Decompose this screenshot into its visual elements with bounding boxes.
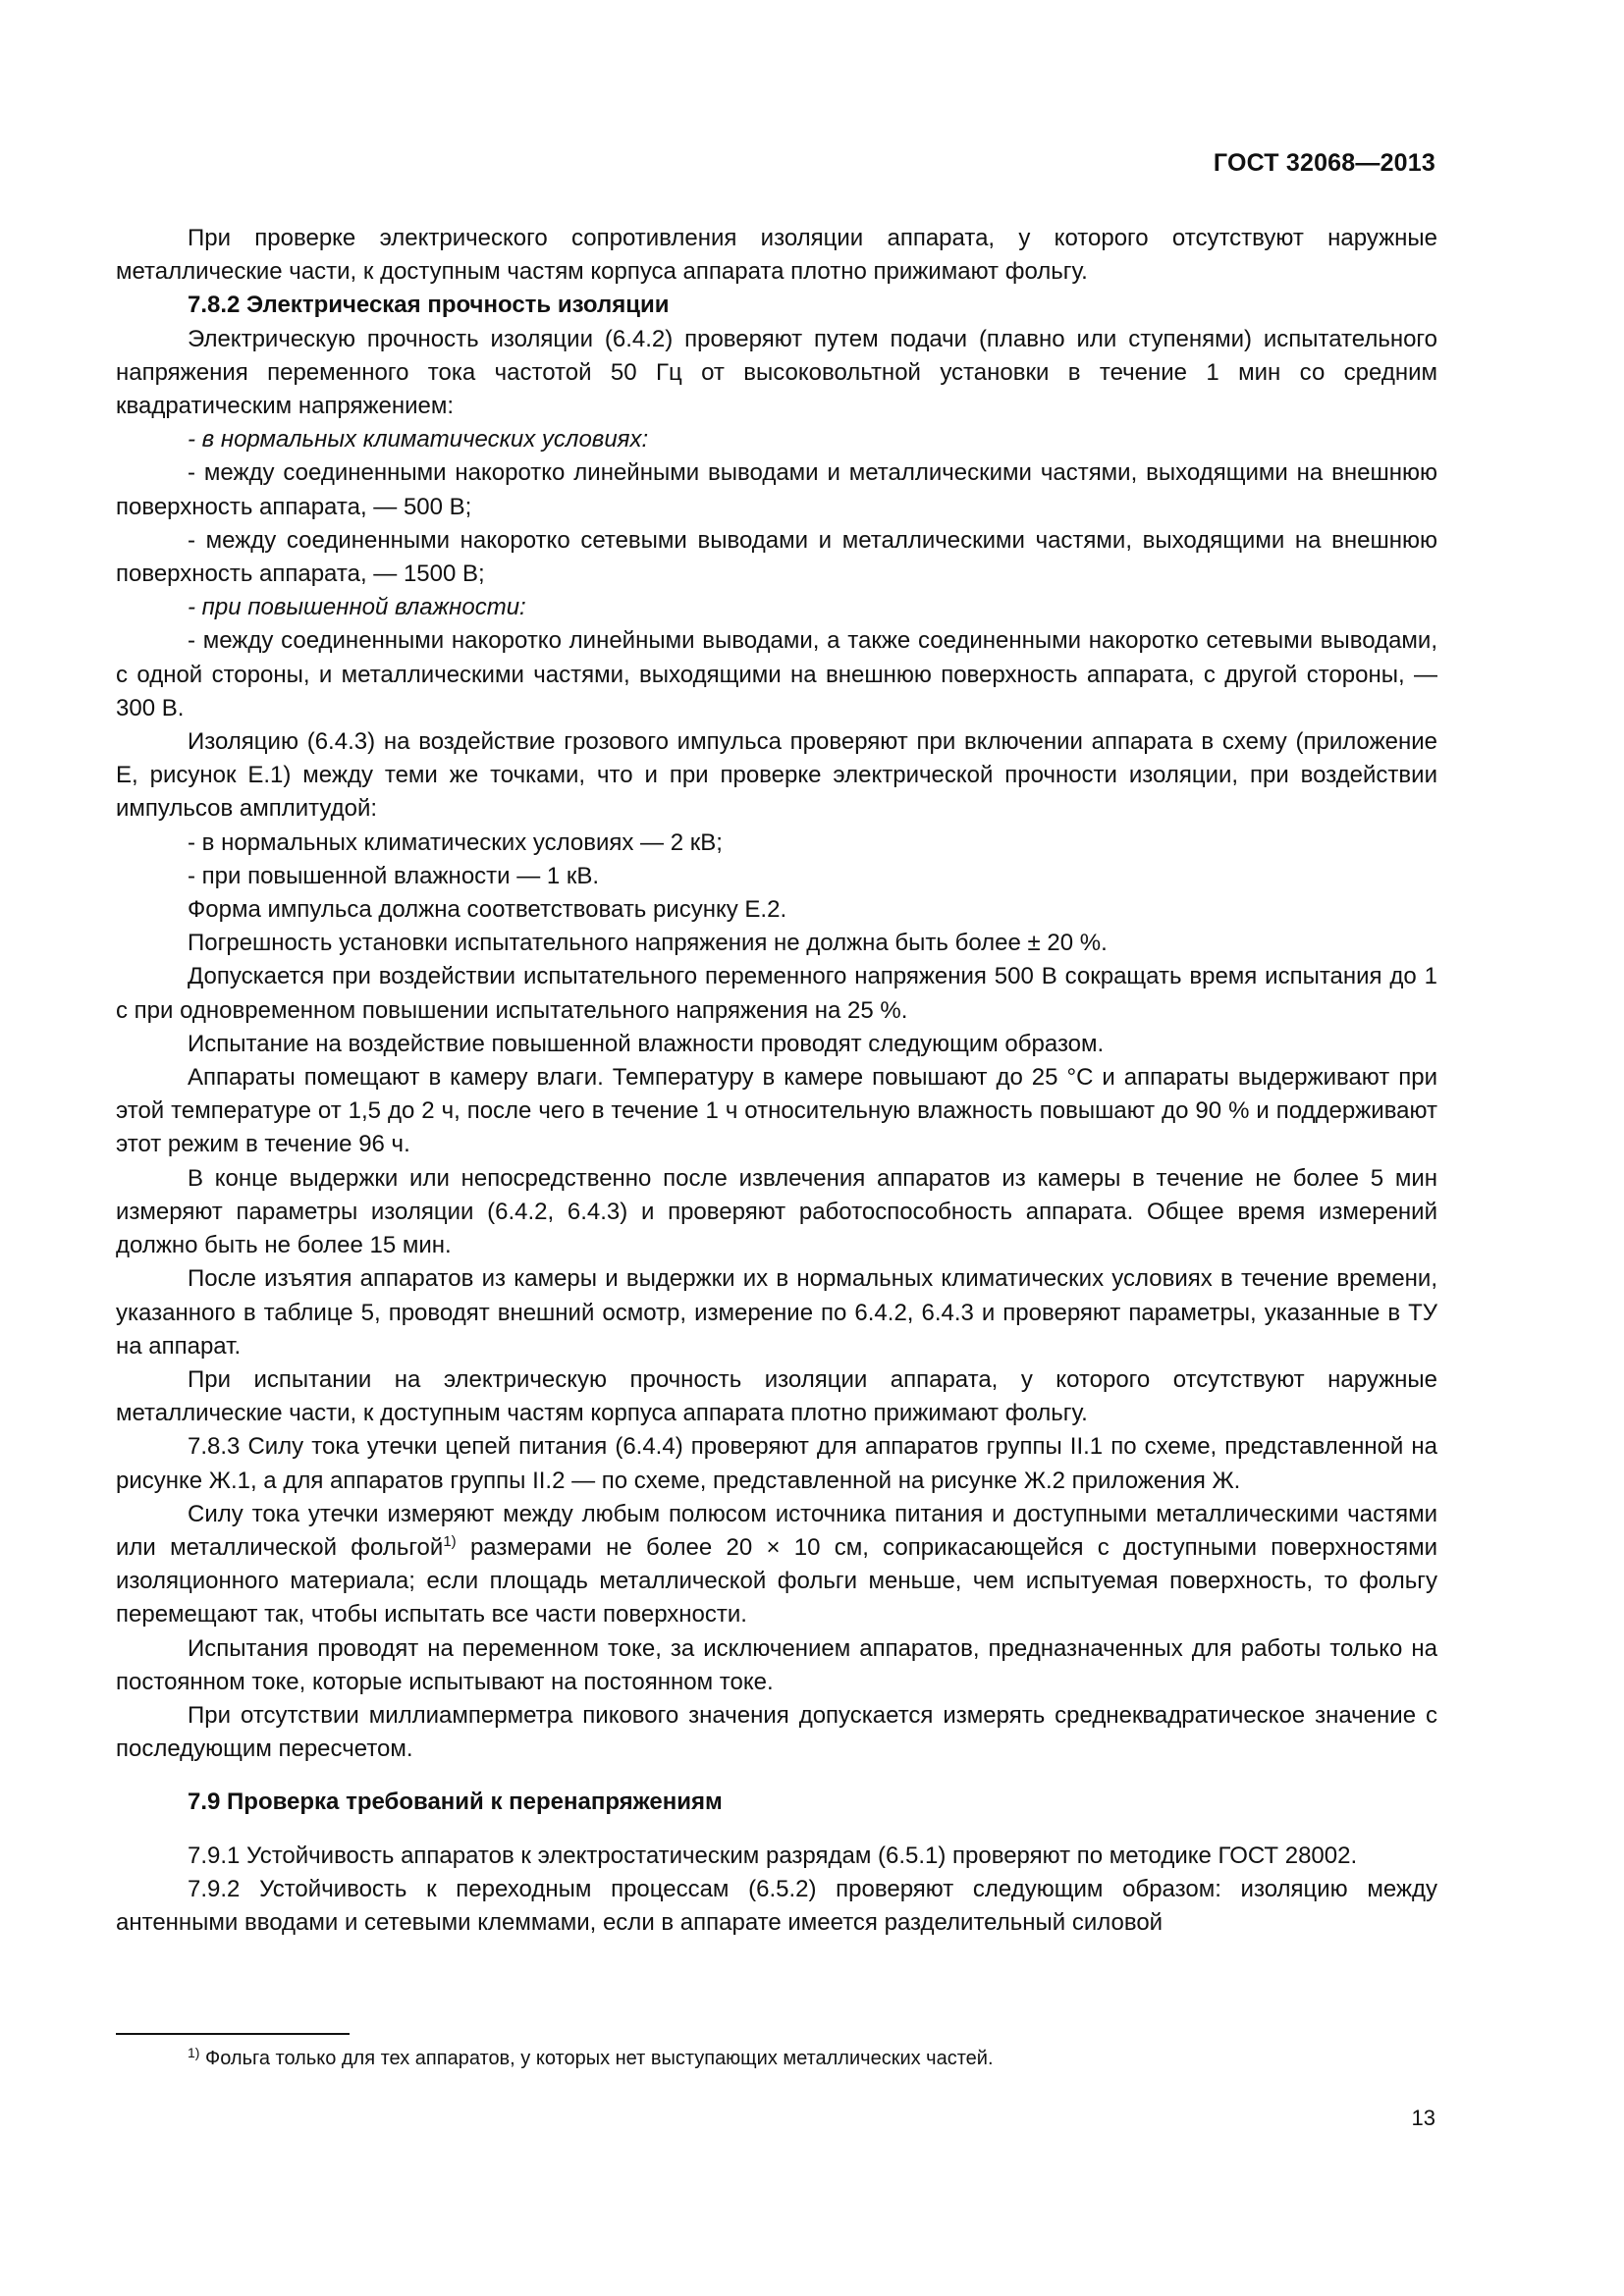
list-item: - между соединенными накоротко линейными выводами и металлическими частями, выходящими на внешнюю поверхность аппарата, — 500 В; — [116, 459, 1437, 520]
paragraph-with-footnote — [116, 1498, 1437, 1632]
footnote-divider — [116, 2033, 350, 2035]
paragraph: При отсутствии миллиамперметра пикового значения допускается измерять среднеквадратическое значение с последующим пересчетом. — [116, 1701, 1437, 1763]
list-item: - при повышенной влажности — 1 кВ. — [188, 862, 600, 889]
paragraph-text-start: Силу тока утечки измеряют между любым полюсом источника питания и доступными металлическими частями или металлической фольгой — [116, 1500, 1437, 1561]
paragraph: Испытания проводят на переменном токе, за исключением аппаратов, предназначенных для работы только на постоянном токе, которые испытывают на постоянном токе. — [116, 1634, 1437, 1695]
paragraph: При испытании на электрическую прочность изоляции аппарата, у которого отсутствуют наружные металлические части, к доступным частям корпуса аппарата плотно прижимают фольгу. — [116, 1365, 1437, 1427]
footnote-marker: 1) — [188, 2045, 200, 2060]
footnote-reference[interactable]: 1) — [443, 1532, 457, 1550]
paragraph: Допускается при воздействии испытательного переменного напряжения 500 В сокращать время испытания до 1 с при одновременном повышении испытательного напряжения на 25 %. — [116, 963, 1437, 1024]
paragraph: 7.8.3 Силу тока утечки цепей питания (6.4.4) проверяют для аппаратов группы II.1 по схеме, представленной на рисунке Ж.1, а для аппаратов группы II.2 — по схеме, представленной на рисунке Ж.2 приложения Ж. — [116, 1433, 1437, 1494]
paragraph: 7.9.2 Устойчивость к переходным процессам (6.5.2) проверяют следующим образом: изоляцию между антенными вводами и сетевыми клеммами, если в аппарате имеется разделительный силовой — [116, 1875, 1437, 1936]
condition-heading-normal: - в нормальных климатических условиях: — [188, 426, 649, 454]
document-number-header: ГОСТ 32068—2013 — [1213, 149, 1435, 177]
list-item: - между соединенными накоротко сетевыми выводами и металлическими частями, выходящими на внешнюю поверхность аппарата, — 1500 В; — [116, 526, 1437, 588]
section-heading-7-9: 7.9 Проверка требований к перенапряжениям — [188, 1789, 723, 1816]
footnote — [188, 2045, 994, 2072]
list-item: - в нормальных климатических условиях — 2 кВ; — [188, 828, 723, 856]
paragraph: После изъятия аппаратов из камеры и выдержки их в нормальных климатических условиях в течение времени, указанного в таблице 5, проводят внешний осмотр, измерение по 6.4.2, 6.4.3 и проверяют параметры, указанные в ТУ на аппарат. — [116, 1265, 1437, 1360]
footnote-text: Фольга только для тех аппаратов, у которых нет выступающих металлических частей. — [199, 2048, 994, 2069]
paragraph: Изоляцию (6.4.3) на воздействие грозового импульса проверяют при включении аппарата в схему (приложение Е, рисунок Е.1) между теми же точками, что и при проверке электрической прочности изоляции, при воздействии импульсов амплитудой: — [116, 728, 1437, 823]
paragraph: 7.9.1 Устойчивость аппаратов к электростатическим разрядам (6.5.1) проверяют по методике ГОСТ 28002. — [188, 1842, 1358, 1869]
paragraph: Форма импульса должна соответствовать рисунку Е.2. — [188, 896, 787, 924]
paragraph: Электрическую прочность изоляции (6.4.2) проверяют путем подачи (плавно или ступенями) испытательного напряжения переменного тока частотой 50 Гц от высоковольтной установки в течение 1 мин со средним квадратическим напряжением: — [116, 325, 1437, 420]
condition-heading-humidity: - при повышенной влажности: — [188, 594, 526, 621]
section-heading-7-8-2: 7.8.2 Электрическая прочность изоляции — [188, 292, 670, 319]
paragraph: Аппараты помещают в камеру влаги. Температуру в камере повышают до 25 °С и аппараты выдерживают при этой температуре от 1,5 до 2 ч, после чего в течение 1 ч относительную влажность повышают до 90 % и поддерживают этот режим в течение 96 ч. — [116, 1064, 1437, 1158]
paragraph: Погрешность установки испытательного напряжения не должна быть более ± 20 %. — [188, 930, 1108, 957]
document-body — [116, 222, 1437, 1940]
paragraph-text-end: размерами не более 20 × 10 см, соприкасающейся с доступными поверхностями изоляционного материала; если площадь металлической фольги меньше, чем испытуемая поверхность, то фольгу перемещают так, чтобы испытать все части поверхности. — [116, 1533, 1438, 1629]
paragraph: При проверке электрического сопротивления изоляции аппарата, у которого отсутствуют наружные металлические части, к доступным частям корпуса аппарата плотно прижимают фольгу. — [116, 225, 1437, 286]
list-item: - между соединенными накоротко линейными выводами, а также соединенными накоротко сетевыми выводами, с одной стороны, и металлическими частями, выходящими на внешнюю поверхность аппарата, с другой стороны, — 300 В. — [116, 627, 1437, 721]
paragraph: В конце выдержки или непосредственно после извлечения аппаратов из камеры в течение не более 5 мин измеряют параметры изоляции (6.4.2, 6.4.3) и проверяют работоспособность аппарата. Общее время измерений должно быть не более 15 мин. — [116, 1164, 1437, 1259]
paragraph: Испытание на воздействие повышенной влажности проводят следующим образом. — [188, 1030, 1105, 1057]
page-number: 13 — [1411, 2106, 1435, 2130]
